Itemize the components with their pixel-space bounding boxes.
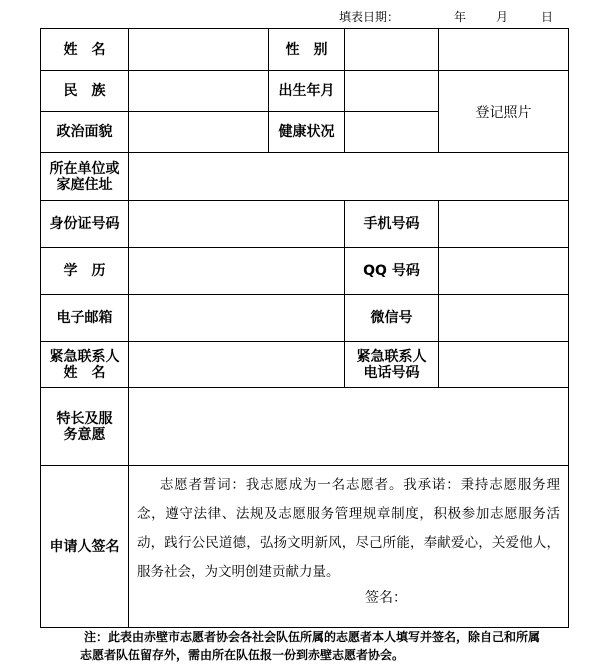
birth-label: 出生年月 xyxy=(269,71,345,112)
emergency-name-field[interactable] xyxy=(129,342,345,388)
emergency-phone-label-line2: 电话号码 xyxy=(363,364,420,381)
emergency-phone-field[interactable] xyxy=(439,342,569,388)
wechat-label: 微信号 xyxy=(345,295,439,342)
address-label xyxy=(41,153,129,201)
emergency-name-label-line2: 姓 名 xyxy=(63,364,106,381)
health-label: 健康状况 xyxy=(269,112,345,153)
fill-date-month: 月 xyxy=(496,10,509,24)
oath-text: 志愿者誓词：我志愿成为一名志愿者。我承诺：秉持志愿服务理念，遵守法律、法规及志愿服务管理规章制度，积极参加志愿服务活动，践行公民道德，弘扬文明新风，尽己所能，奉献爱心，关爱他人，服务社会，为文明创建贡献力量。 xyxy=(137,477,560,580)
ethnicity-field[interactable] xyxy=(129,71,269,112)
ethnicity-label: 民 族 xyxy=(41,71,129,112)
oath-paragraph xyxy=(129,466,568,587)
skills-label xyxy=(41,388,129,466)
email-field[interactable] xyxy=(129,295,345,342)
address-label-line2: 家庭住址 xyxy=(56,176,113,193)
qq-label: QQ 号码 xyxy=(345,248,439,295)
skills-label-line1: 特长及服 xyxy=(56,410,113,427)
fill-date-label: 填表日期： xyxy=(339,10,400,24)
sign-label: 签名： xyxy=(365,590,407,606)
signature-label: 申请人签名 xyxy=(41,466,129,628)
political-label: 政治面貌 xyxy=(41,112,129,153)
emergency-phone-label xyxy=(345,342,439,388)
address-label-line1: 所在单位或 xyxy=(49,160,120,177)
gender-field[interactable] xyxy=(345,29,439,71)
address-field[interactable] xyxy=(129,153,569,201)
name-field[interactable] xyxy=(129,29,269,71)
footnote xyxy=(80,628,584,664)
health-field[interactable] xyxy=(345,112,439,153)
name-label: 姓 名 xyxy=(41,29,129,71)
education-label: 学 历 xyxy=(41,248,129,295)
id-number-field[interactable] xyxy=(129,201,345,248)
oath-cell xyxy=(129,466,569,628)
email-label: 电子邮箱 xyxy=(41,295,129,342)
gender-extra-field[interactable] xyxy=(439,29,569,71)
fill-date-day: 日 xyxy=(541,10,554,24)
emergency-name-label-line1: 紧急联系人 xyxy=(49,348,120,365)
emergency-phone-label-line1: 紧急联系人 xyxy=(356,348,427,365)
signature-area[interactable] xyxy=(129,587,568,627)
skills-label-line2: 务意愿 xyxy=(63,426,106,443)
footnote-line1: 注：此表由赤壁市志愿者协会各社会队伍所属的志愿者本人填写并签名，除自己和所属 xyxy=(84,630,541,644)
phone-label: 手机号码 xyxy=(345,201,439,248)
photo-box[interactable]: 登记照片 xyxy=(439,71,569,153)
phone-field[interactable] xyxy=(439,201,569,248)
birth-field[interactable] xyxy=(345,71,439,112)
skills-field[interactable] xyxy=(129,388,569,466)
gender-label: 性 别 xyxy=(269,29,345,71)
emergency-name-label xyxy=(41,342,129,388)
volunteer-registration-form xyxy=(40,28,569,628)
id-number-label: 身份证号码 xyxy=(41,201,129,248)
fill-date-year: 年 xyxy=(454,10,467,24)
education-field[interactable] xyxy=(129,248,345,295)
political-field[interactable] xyxy=(129,112,269,153)
footnote-line2: 志愿者队伍留存外，需由所在队伍报一份到赤壁志愿者协会。 xyxy=(80,648,405,662)
fill-date-line xyxy=(0,6,602,26)
qq-field[interactable] xyxy=(439,248,569,295)
wechat-field[interactable] xyxy=(439,295,569,342)
